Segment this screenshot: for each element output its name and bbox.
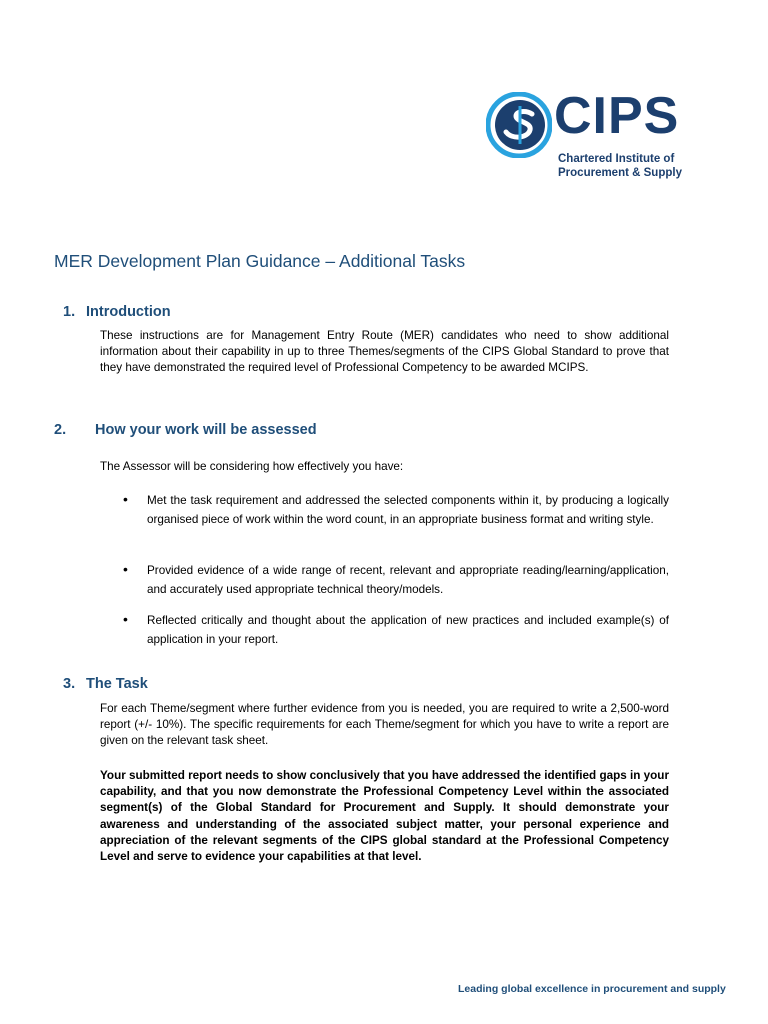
section-1-number: 1. [63, 304, 76, 320]
cips-logo [486, 87, 726, 190]
document-title: MER Development Plan Guidance – Additional Tasks [54, 251, 466, 271]
section-3-title: The Task [86, 676, 148, 692]
logo-wordmark: CIPS [554, 87, 680, 145]
logo-subtitle-line-1: Chartered Institute of [558, 153, 675, 165]
section-1-body: These instructions are for Management Entry Route (MER) candidates who need to show additional information about their capability in up to three Themes/segments of the CIPS Global Standard to prove that they have demonstrated the required level of Professional Competency to be awarded MCIPS. [100, 329, 669, 375]
bullet-marker-3: • [123, 611, 128, 627]
bullet-marker-2: • [123, 561, 128, 577]
logo-subtitle [558, 152, 728, 180]
bullet-item-3: Reflected critically and thought about the application of new practices and included example(s) of application in your report. [147, 614, 669, 646]
bullet-item-1: Met the task requirement and addressed the selected components within it, by producing a logically organised piece of work within the word count, in an appropriate business format and writing style. [147, 494, 669, 526]
section-2-heading [54, 422, 317, 438]
section-3-emphasis: Your submitted report needs to show conclusively that you have addressed the identified gaps in your capability, and that you now demonstrate the Professional Competency Level within the associated segment(s) of the Global Standard for Procurement and Supply. It should demonstrate your awareness and understanding of the associated subject matter, your personal experience and appreciation of the relevant segments of the CIPS global standard at the Professional Competency Level and serve to evidence your capabilities at that level. [100, 769, 669, 864]
footer-tagline: Leading global excellence in procurement and supply [458, 983, 726, 995]
section-1-heading [63, 304, 171, 320]
section-3-body: For each Theme/segment where further evidence from you is needed, you are required to write a 2,500-word report (+/- 10%). The specific requirements for each Theme/segment for which you have to write a report are given on the relevant task sheet. [100, 702, 669, 748]
section-1-title: Introduction [86, 304, 171, 320]
bullet-item-2: Provided evidence of a wide range of recent, relevant and appropriate reading/learning/application, and accurately used appropriate technical theory/models. [147, 564, 669, 596]
cips-logo-icon [486, 92, 552, 158]
section-2-title: How your work will be assessed [95, 422, 317, 438]
section-3-number: 3. [63, 676, 76, 692]
section-3-heading [63, 676, 148, 692]
logo-subtitle-line-2: Procurement & Supply [558, 167, 682, 179]
section-2-number: 2. [54, 422, 67, 438]
section-2-lead: The Assessor will be considering how effectively you have: [100, 460, 404, 473]
bullet-marker-1: • [123, 491, 128, 507]
